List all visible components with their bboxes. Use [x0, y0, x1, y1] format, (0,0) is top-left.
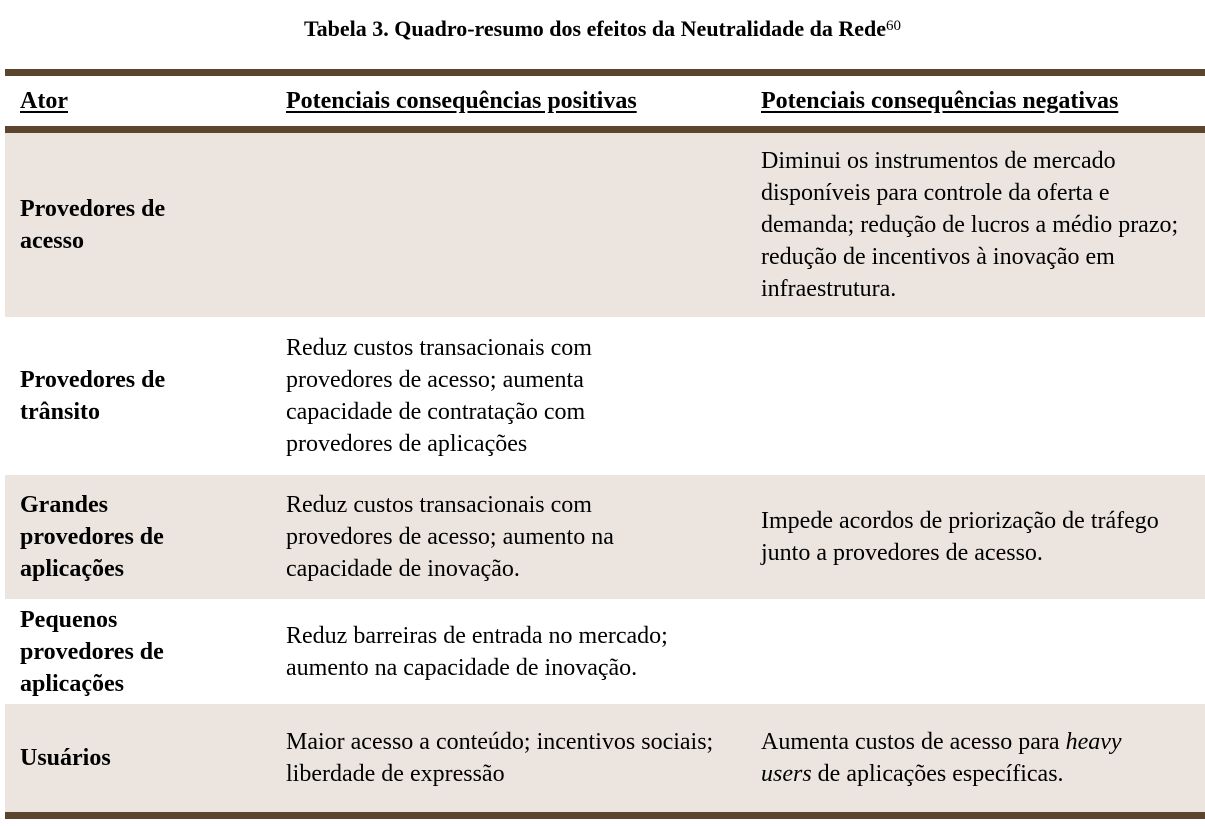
actor-cell: Provedores de trânsito — [20, 367, 166, 425]
actor-cell: Usuários — [20, 745, 111, 771]
header-actor: Ator — [20, 88, 68, 114]
header-rule — [5, 126, 1205, 133]
table-row — [5, 475, 1205, 599]
positive-cell: Reduz custos transacionais com provedores de acesso; aumenta capacidade de contratação com provedores de aplicações — [286, 335, 592, 457]
positive-cell: Maior acesso a conteúdo; incentivos sociais; liberdade de expressão — [286, 729, 714, 787]
table-row — [5, 704, 1205, 812]
negative-cell — [746, 726, 1205, 790]
table-row — [5, 317, 1205, 475]
table-title-text: Tabela 3. Quadro-resumo dos efeitos da Neutralidade da Rede — [303, 16, 886, 41]
positive-cell: Reduz custos transacionais com provedores de acesso; aumento na capacidade de inovação. — [286, 492, 614, 582]
positive-cell: Reduz barreiras de entrada no mercado; aumento na capacidade de inovação. — [286, 622, 668, 681]
summary-table — [5, 69, 1205, 819]
negative-cell: Impede acordos de priorização de tráfego junto a provedores de acesso. — [761, 508, 1159, 566]
header-negative: Potenciais consequências negativas — [761, 88, 1119, 114]
table-title — [0, 14, 1205, 47]
top-rule — [5, 69, 1205, 76]
negative-text-italic: heavy users — [761, 729, 1122, 787]
actor-cell: Pequenos provedores de aplicações — [20, 606, 164, 697]
bottom-rule — [5, 812, 1205, 819]
table-header-row — [5, 76, 1205, 126]
actor-cell: Provedores de acesso — [20, 196, 166, 254]
table-row — [5, 133, 1205, 317]
footnote-marker: 60 — [886, 18, 901, 34]
negative-text-suffix: de aplicações específicas. — [811, 761, 1064, 787]
negative-cell: Diminui os instrumentos de mercado disponíveis para controle da oferta e demanda; redução de lucros a médio prazo; redução de incentivos à inovação em infraestrutura. — [761, 148, 1179, 302]
negative-text-prefix: Aumenta custos de acesso para — [761, 729, 1066, 755]
header-positive: Potenciais consequências positivas — [286, 88, 637, 114]
actor-cell: Grandes provedores de aplicações — [20, 492, 164, 582]
table-row — [5, 599, 1205, 704]
